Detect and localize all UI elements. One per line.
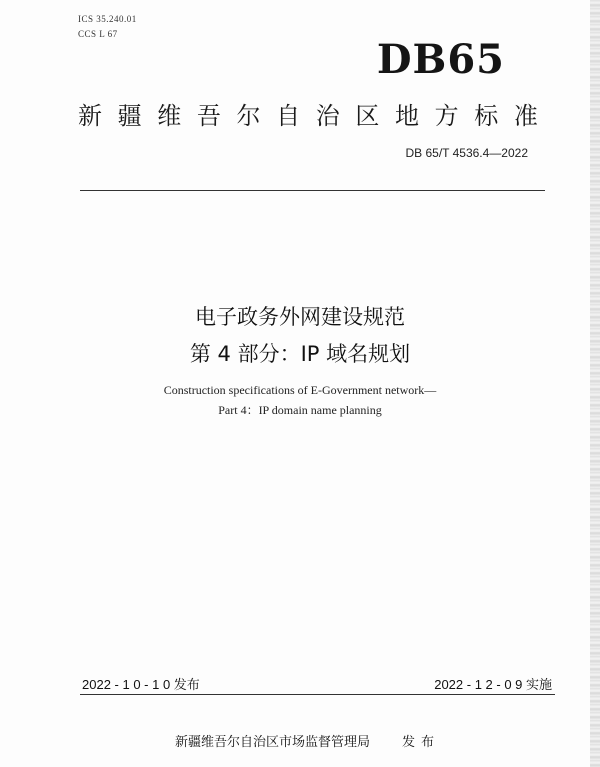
ics-code: ICS 35.240.01 — [78, 14, 137, 24]
footer-divider — [80, 694, 555, 695]
standard-type-char: 新 — [78, 102, 102, 130]
standard-type-char: 方 — [434, 102, 459, 130]
title-chinese-line-1: 电子政务外网建设规范 — [195, 305, 405, 329]
db-logo: DB65 — [376, 36, 505, 83]
standard-type-char: 准 — [513, 102, 538, 130]
standard-type-char: 吾 — [196, 102, 221, 130]
issue-date: 2022 - 1 0 - 1 0 发布 — [82, 677, 200, 692]
standard-number: DB 65/T 4536.4—2022 — [405, 146, 528, 160]
standard-type-char: 地 — [395, 102, 419, 130]
ccs-code: CCS L 67 — [78, 29, 118, 39]
title-english-line-2: Part 4：IP domain name planning — [218, 403, 382, 417]
standard-type-char: 维 — [157, 102, 182, 130]
standard-type-char: 疆 — [117, 102, 142, 130]
title-english-line-1: Construction specifications of E-Government network— — [163, 383, 437, 397]
title-chinese-line-2: 第 4 部分：IP 域名规划 — [189, 342, 411, 366]
header-divider — [80, 190, 545, 191]
publisher-name: 新疆维吾尔自治区市场监督管理局 — [175, 735, 371, 750]
standard-type-heading — [78, 96, 538, 131]
standard-type-char: 区 — [355, 102, 380, 130]
standard-type-char: 尔 — [236, 102, 261, 130]
publish-label: 发布 — [402, 735, 441, 750]
standard-type-char: 自 — [276, 102, 301, 130]
standard-type-char: 标 — [474, 102, 499, 130]
standard-type-char: 治 — [315, 102, 340, 130]
implementation-date: 2022 - 1 2 - 0 9 实施 — [434, 677, 552, 692]
